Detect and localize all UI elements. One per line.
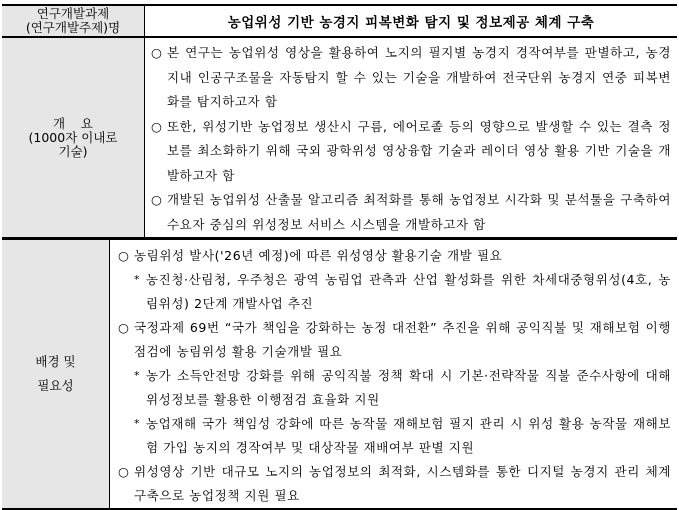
overview-label-line1: 개 요 <box>52 115 94 131</box>
overview-item-text: 개발된 농업위성 산출물 알고리즘 최적화를 통해 농업정보 시각화 및 분석툴을 구축하여 수요자 중심의 위성정보 서비스 시스템을 개발하고자 함 <box>167 192 671 232</box>
overview-item-text: 또한, 위성기반 농업정보 생산시 구름, 에어로졸 등의 영향으로 발생할 수 있는 결측 정보를 최소화하기 위해 국외 광학위성 영상융합 기술과 레이더 영상 활용 기반 기술을 개발하고자 함 <box>167 118 671 183</box>
circle-bullet-icon: ○ <box>151 118 163 134</box>
title-row <box>2 5 677 37</box>
overview-content <box>145 37 678 238</box>
circle-bullet-icon: ○ <box>151 192 163 207</box>
background-row <box>2 239 677 509</box>
background-subitem <box>118 268 671 316</box>
overview-row <box>2 37 677 238</box>
background-item-text: 위성영상 기반 대규모 노지의 농업정보의 최적화, 시스템화를 통한 디지털 농경지 관리 체계 구축으로 농업정책 지원 필요 <box>134 464 671 503</box>
overview-label-line3: 기술) <box>58 143 88 159</box>
background-necessity-table <box>2 238 677 510</box>
title-label-cell <box>2 5 145 37</box>
title-label-line1: 연구개발과제 <box>36 6 110 21</box>
asterisk-bullet-icon: * <box>134 369 141 382</box>
project-title: 농업위성 기반 농경지 피복변화 탐지 및 정보제공 체계 구축 <box>145 5 678 37</box>
title-label-line2: (연구개발주제)명 <box>25 20 121 35</box>
overview-item <box>151 41 671 115</box>
background-item <box>118 460 671 508</box>
overview-item <box>151 115 671 189</box>
overview-label-cell <box>2 37 145 238</box>
circle-bullet-icon: ○ <box>118 464 130 479</box>
background-subitem <box>118 412 671 460</box>
background-subitem-text: 농진청·산림청, 우주청은 광역 농림업 관측과 산업 활성화를 위한 차세대중형위성(4호, 농림위성) 2단계 개발사업 추진 <box>146 272 671 311</box>
project-overview-table <box>2 4 677 239</box>
circle-bullet-icon: ○ <box>151 45 163 60</box>
asterisk-bullet-icon: * <box>134 417 141 430</box>
circle-bullet-icon: ○ <box>118 320 130 335</box>
background-label-line2: 필요성 <box>37 378 74 393</box>
overview-item <box>151 188 671 237</box>
background-item-text: 국정과제 69번 “국가 책임을 강화하는 농정 대전환” 추진을 위해 공익직불 및 재해보험 이행점검에 농림위성 활용 기술개발 필요 <box>134 320 671 359</box>
background-label-line1: 배경 및 <box>35 354 76 369</box>
background-subitem-text: 농업재해 국가 책임성 강화에 따른 농작물 재해보험 필지 관리 시 위성 활용 농작물 재해보험 가입 농지의 경작여부 및 대상작물 재배여부 판별 지원 <box>146 416 671 455</box>
circle-bullet-icon: ○ <box>118 248 130 263</box>
asterisk-bullet-icon: * <box>134 273 141 286</box>
background-item <box>118 316 671 364</box>
background-item-text: 농림위성 발사('26년 예정)에 따른 위성영상 활용기술 개발 필요 <box>134 248 503 263</box>
overview-label-line2: (1000자 이내로 <box>28 129 118 145</box>
background-subitem-text: 농가 소득안전망 강화를 위해 공익직불 정책 확대 시 기본·전략작물 직불 준수사항에 대해 위성정보를 활용한 이행점검 효율화 지원 <box>146 368 671 407</box>
background-item <box>118 244 671 268</box>
overview-item-text: 본 연구는 농업위성 영상을 활용하여 노지의 필지별 농경지 경작여부를 판별하고, 농경지내 인공구조물을 자동탐지 할 수 있는 기술을 개발하여 전국단위 농경지 연중 피복변화를 탐지하고자 함 <box>167 45 671 109</box>
background-label-cell <box>2 239 110 509</box>
background-content <box>110 239 678 509</box>
background-subitem <box>118 364 671 412</box>
